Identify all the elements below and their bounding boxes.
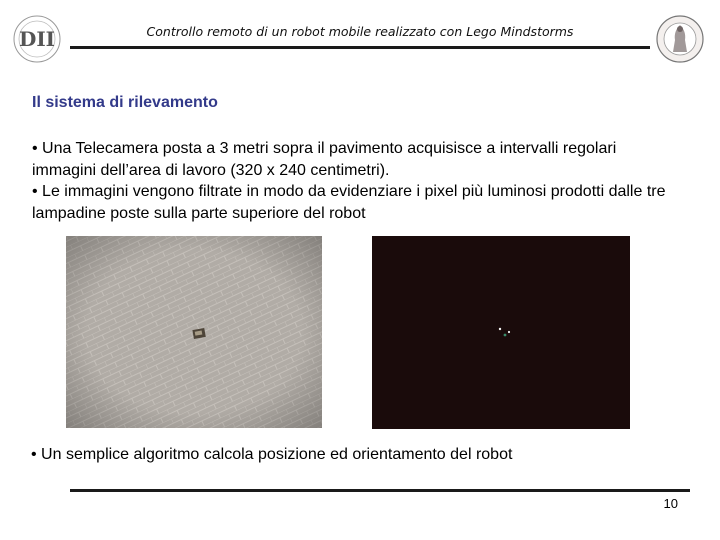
camera-frame-filtered-image [372,236,630,429]
header-title: Controllo remoto di un robot mobile realizzato con Lego Mindstorms [146,24,574,39]
bullet-item: • Un semplice algoritmo calcola posizione ed orientamento del robot [31,446,513,463]
bullet-item: • Una Telecamera posta a 3 metri sopra il pavimento acquisisce a intervalli regolari immagini dell’area di lavoro (320 x 240 centimetri). [32,140,617,179]
slide-title: Il sistema di rilevamento [32,94,218,111]
dii-logo-icon [12,14,62,64]
university-seal-icon [655,14,705,64]
page-number: 10 [663,496,678,511]
bullet-item: • Le immagini vengono filtrate in modo da evidenziare i pixel più luminosi prodotti dalle tre lampadine poste sulla parte superiore del robot [32,183,666,222]
header-divider [70,46,650,49]
svg-text:DII: DII [18,27,56,51]
bullet-list [32,138,672,224]
footer-divider [70,489,690,492]
camera-frame-raw-image [66,236,322,428]
